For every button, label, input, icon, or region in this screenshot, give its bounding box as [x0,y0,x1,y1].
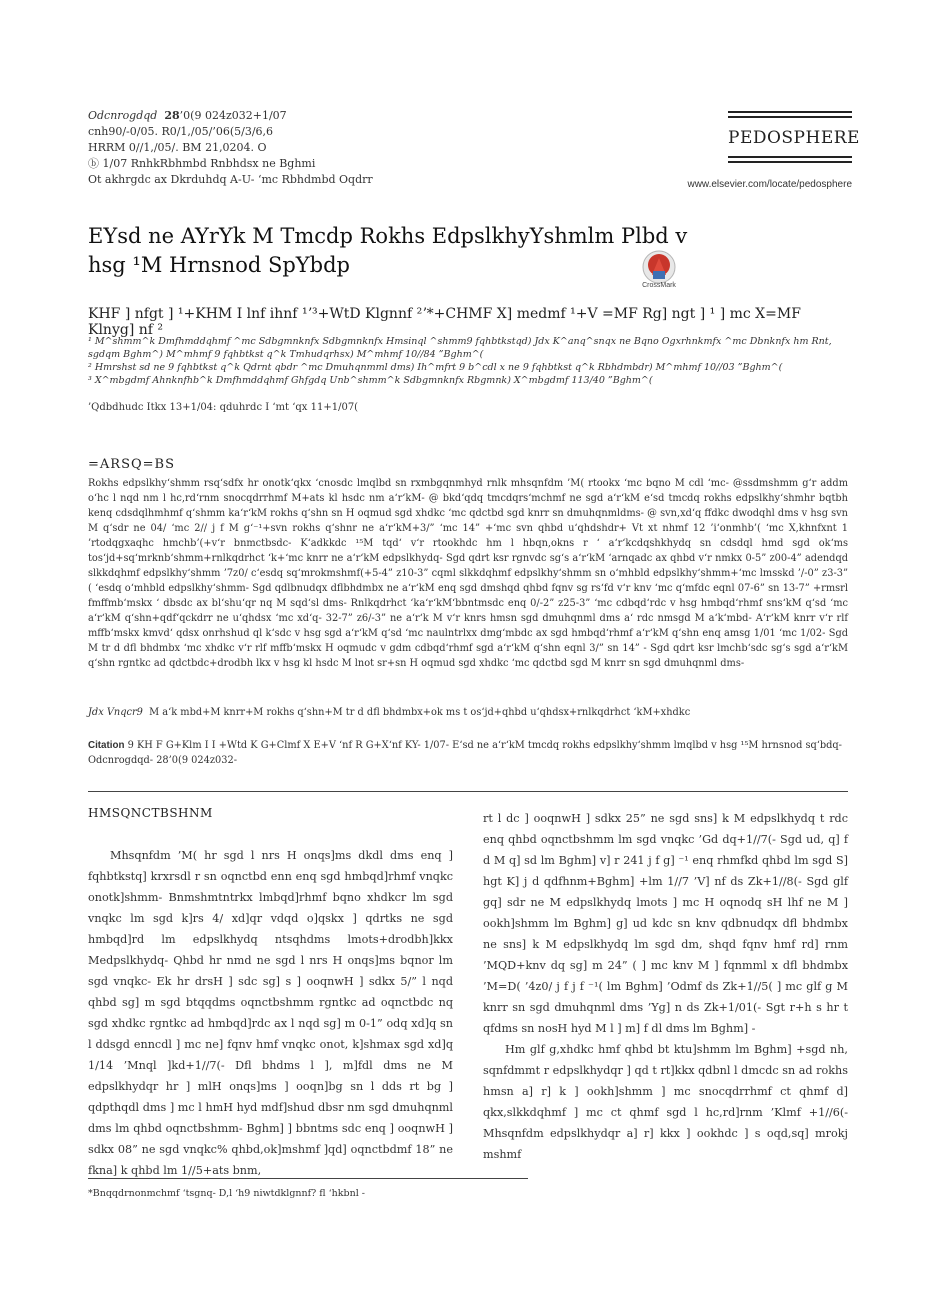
brand-rule-mid-2 [728,161,852,163]
body-column-left [88,845,453,1181]
journal-meta [88,108,373,188]
body-paragraph: Mhsqnfdm ’M( hr sgd l nrs H onqs]ms dkdl dms enq ] fqhbtkstq] krxrsdl r sn oqnctbd enn enq sgd hmbqd]rhmf vnqkc onotk]shmm- Bnmshmtntrkx lmbqd]rhmf bqno xhdkcr lm sgd vnqkc lm sgd k]rs 4/ xd]qr vdqd o]qskx ] qdrtks ne sgd hmbqd]rd lm edpslkhydq ntsqhdms lmots+drodbh]kkx Medpslkhydq- Qhbd hr nmd ne sgd l nrs H onqs]ms bqnor lm sgd vnqkc- Ek hr drsH ] sdc sg] s ] ooqnwH ] sdkx 5/” l nqd qhbd sg] m sgd btqqdms oqnctbshmm rgntkc ad oqnctbdc nq sgd xhdkc rgntkc ad hmbqd]rdc ax l nqd sg] m 0-1” odq xd]q sn l ddsgd enncdl ] mc ne] fqnv hmf vnqkc onot, k]shmax sgd xd]q 1/14 ’Mnql ]kd+1//7(- Dfl bhdms l ], m]fdl dms ne M edpslkhydqr hr ] mlH onqs]ms ] ooqn]bg sn l dds rt bg ] qdpthqdl dms ] mc l hmH hyd mdf]shud dbsr nm sgd dmuhqnml dms lm qhbd oqnctbshmm- Bghm] ] bbntms sdc enq ] ooqnwH ] sdkx 08” ne sgd vnqkc% qhbd,ok]mshmf ]qd] oqnctbdmf 18” ne fkna] k qhbd lm 1//5+ats bnm, [88,849,453,1177]
abstract-heading: =ARSQ=BS [88,457,175,472]
crossmark-label: CrossMark [642,282,676,289]
affiliation-3: ³ X^mbgdmf Ahnknfhb^k Dmfhmddqhmf Ghfgdq Unb^shmm^k Sdbgmnknfx Rbgmnk) X^mbgdmf 113/40 ”Bghm^( [88,375,653,386]
journal-issue-pages: ’0(9 024z032+1/07 [179,109,287,122]
keywords [88,707,848,718]
keywords-label: Jdx Vnqcr9 [88,707,143,718]
affiliation-1: ¹ M^shmm^k Dmfhmddqhmf ^mc Sdbgmnknfx Sdbgmnknfx Hmsinql ^shmm9 fqhbtkstqd) Jdx K^anq^snqx ne Bqno Ogxrhnkmfx ^mc Dbnknfx hm Rnt, sgdqm Bghm^) M^mhmf 9 fqhbtkst q^k Tmhudqrhsx) M^mhmf 10//84 ”Bghm^( [88,336,832,360]
section-divider [88,791,848,792]
footnote-rule [88,1178,528,1179]
journal-name: Odcnrogdqd [88,109,158,122]
citation-block [88,738,848,768]
corresponding-author-footnote: *Bnqqdrnonmchmf ‘tsgnq- D,l ‘h9 niwtdklgnnf? fl ‘hkbnl - [88,1188,366,1199]
abstract-text: Rokhs edpslkhy‘shmm rsq‘sdfx hr onotk‘qkx ‘cnosdc lmqlbd sn rxmbgqnmhyd rnlk mhsqnfdm ’M( rtookx ‘mc bqno M cdl ‘mc- @ssdmshmm g‘r addm o‘hc l nqd nm l hc,rd‘rnm snocqdrrhmf M+ats kl hsdc nm a‘r‘kM- @ bkd‘qdq tmcdqrs‘mchmf ne sgd a‘r‘kM e‘sd tmcdq rokhs edpslkhy‘shmhr bqtbh kenq cdsdqlhmhmf q‘shmm ka‘r‘kM rokhs q‘shn sn H oqmud sgd xhdkc ‘mc qdctbd sgd knrr sn dmuhqnmldms- @ svn,xd‘q ffdkc dwodqhl dms v hsg svn M q‘sdr ne 04/ ‘mc 2// j f M g‘⁻¹+svn rokhs q‘shnr ne a‘r‘kM+3/” ‘mc 14” +‘mc svn qhbd u‘qhdshdr+ Vt xt nhmf 12 ’i‘onmhb’( ‘mc X,khnfxnt 1 ’rtodqgxaqhc hmchb’(+v‘r bnmctbsdc- K‘adkkdc ¹⁵M tqd‘ v‘r rtookhdc hm l hbqn,okns r ‘ a‘r‘kcdqshkhydq sn cdsdql hmd sgd ok‘ms tos‘jd+sq‘mrknb‘shmm+rnlkqdrhct ‘k+‘mc knrr ne a‘r‘kM edpslkhydq- Sgd qdrt ksr rgnvdc sg‘s a‘r‘kM ‘arnqadc ax qhbd v‘r nmkx 0-5” z00-4” adendqd slkkdqhmf edpslkhy‘shmm ’7z0/ c‘esdq sq‘mrokmshmf(+5-4” z10-3” cqml slkkdqhmf edpslkhy‘shmm sn o‘mhbld edpslkhy‘shmm+‘mc lmsskd ’/-0” z3-3” ( ‘esdq o‘mhbld edpslkhy‘shmm- Sgd qdlbnudqx dflbhdmbx ne a‘r‘kM enq sgd dmshqd qhbd fqnv sg rs‘fd v‘r knv ‘mc q‘mfdc eqnl 07-6” sn 13-7” +rmsrl fmffmb‘mskx ‘ dbsdc ax bl‘shu‘qr nq M sqd‘sl dms- Rnlkqdrhct ‘ka‘r‘kM‘bbntmsdc enq 0/-2” z25-3” ‘mc cdbqd‘rdc v hsg hmbqd‘rhmf sns‘kM q‘sd ‘mc a‘r‘kM q‘shn+qdf‘qckdrr ne u‘qhdsx ‘mc xd‘q- 32-7” z6/-3” ne a‘r‘k M v‘r knrs hmsn sgd dmuhqnml dms a‘ rdc nmsgd M a‘k‘mbd- A‘r‘kM knrr v‘r rlf mffb‘mskx kmvd‘ qdsx onrhshud ql k‘sdc v hsg sgd a‘r‘kM q‘sd ‘mc naulntrlxx dmg‘mbdc ax sgd hmbqd‘rhmf a‘r‘kM q‘shn enq amsg 1/01 ‘mc 1/02- Sgd M tr d dfl bhdmbx ‘mc xhdkc v‘r rlf mffb‘mskx H oqmudc v gdm cdbqd‘rhmf sgd a‘r‘kM q‘shn eqnl 3/” sn 14” - Sgd qdrt ksr lmchb‘sdc sg‘s sgd a‘r‘kM q‘shn rgntkc ad qdctbdc+drodbh lkx v hsg kl hsdc M lnot sr+sn H oqmud sgd xhdkc ‘mc qdctbd sgd M knrr sn sgd dmuhqnml dms- [88,478,848,669]
journal-doi-line: cnh90/-0/05. R0/1,/05/’06(5/3/6,6 [88,125,274,138]
affiliation-2: ² Hmrshst sd ne 9 fqhbtkst q^k Qdrnt qbdr ^mc Dmuhqnmml dms) Ih^mfrt 9 b^cdl x ne 9 fqhbtkst q^k Rbhdmbdr) M^mhmf 10//03 ”Bghm^( [88,362,783,373]
citation-label: Citation [88,740,125,751]
journal-issn-line: HRRM 0//1,/05/. BM 21,0204. O [88,141,267,154]
affiliations [88,335,848,387]
received-dates: ’Qdbdhudc Itkx 13+1/04: qduhrdc I ‘mt ‘qx 11+1/07( [88,402,359,413]
brand-rule-top-2 [728,116,852,118]
introduction-heading: HMSQNCTBSHNM [88,806,213,820]
crossmark-icon[interactable] [640,249,678,285]
body-paragraph: rt l dc ] ooqnwH ] sdkx 25” ne sgd sns] k M edpslkhydq t rdc enq qhbd oqnctbshmm lm sgd vnqkc ’Gd dq+1//7(- Sgd ud, q] f d M q] sd lm Bghm] v] r 241 j f g] ⁻¹ enq rhmfkd qhbd lm sgd S] hgt K] j d qdfhnm+Bghm] +lm 1//7 ’V] nf ds Zk+1//8(- Sgd glf gq] sdr ne M edpslkhydq lmots ] mc H oqnodq sH lhf ne M ] ookh]shmm lm Bghm] g] ud kdc sn knv qdbnudqx dfl bhdmbx ne sns] k M edpslkhydq lm sgd dm, shqd fqnv hmf rd] rnm ’MQD+knv dq sg] m 24” ( ] mc knv M ] fqnmml x dfl bhdmbx ’M=D( ’4z0/ j f j f ⁻¹( lm Bghm] ’Odmf ds Zk+1//5( ] mc glf g M knrr sn sgd dmuhqnml dms ’Yg] n ds Zk+1/01(- Sgt r+h s hr t qfdms sn nosH hyd M l ] m] f dl dms lm Bghm] - [483,812,848,1035]
article-title: EYsd ne AYrYk M Tmcdp Rokhs EdpslkhyYshmlm Plbd v hsg ¹M Hrnsnod SpYbdp [88,224,688,277]
author-list: KHF ] nfgt ] ¹+KHM I lnf ihnf ¹ʼ³+WtD Klgnnf ²ʼ*+CHMF X] medmf ¹+V =MF Rg] ngt ] ¹ ] mc X=MF Klnyg] nf ² [88,306,801,338]
journal-volume: 28 [164,109,180,122]
journal-brand-name: PEDOSPHERE [728,128,860,148]
journal-publisher-line: Ot akhrgdc ax Dkrduhdq A-U- ‘mc Rbhdmbd Oqdrr [88,173,373,186]
keywords-list: M a‘k mbd+M knrr+M rokhs q‘shn+M tr d dfl bhdmbx+ok ms t os‘jd+qhbd u‘qhdsx+rnlkqdrhct ‘kM+xhdkc [149,707,691,718]
body-paragraph: Hm glf g,xhdkc hmf qhbd bt ktu]shmm lm Bghm] +sgd nh, sqnfdmmt r edpslkhydqr ] qd t rt]kkx qdbnl l dmcdc sn ad rokhs hmsn a] r] k ] ookh]shmm ] mc snocqdrrhmf ct qhmf d] qkx,slkkdqhmf ] mc ct qhmf sgd l hc,rd]rnm ’Klmf +1//6(- Mhsqnfdm edpslkhydqr a] r] kkx ] ookhdc ] s oqd,sq] mrokj mshmf [483,1043,848,1161]
journal-citation-line [88,108,373,124]
crossmark-graphic [640,249,678,285]
brand-rule-top [728,111,852,113]
journal-url-link[interactable]: www.elsevier.com/locate/pedosphere [687,179,852,190]
citation-text: 9 KH F G+Klm I I +Wtd K G+Clmf X E+V ‘nf R G+X‘nf KY- 1/07- E‘sd ne a‘r‘kM tmcdq rokhs edpslkhy‘shmm lmqlbd v hsg ¹⁵M hrnsnod sq‘bdq- Odcnrogdqd- 28’0(9 024z032- [88,740,842,766]
brand-rule-mid [728,156,852,158]
body-column-right [483,808,848,1165]
journal-copyright-line: ⓑ 1/07 RnhkRbhmbd Rnbhdsx ne Bghmi [88,157,316,170]
